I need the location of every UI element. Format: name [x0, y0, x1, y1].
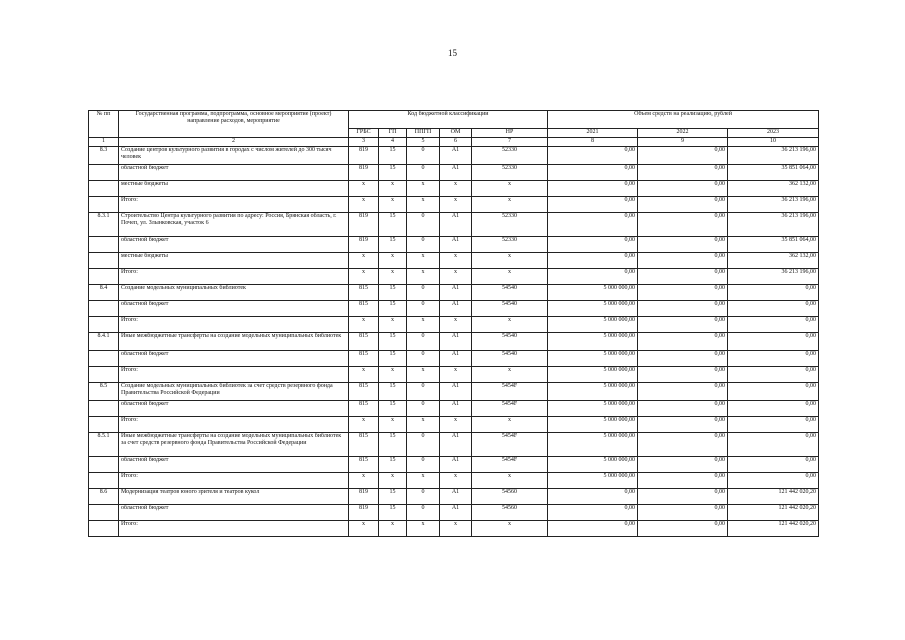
header-year-col: 2021 [548, 129, 638, 138]
row-gp-cell: 15 [379, 301, 407, 317]
row-2021-cell: 0,00 [548, 213, 638, 237]
row-grbs-cell: x [349, 197, 379, 213]
row-2023-cell: 0,00 [728, 383, 819, 401]
row-2023-cell: 35 851 064,00 [728, 237, 819, 253]
row-om-cell: x [440, 367, 472, 383]
row-name-cell: Итого: [119, 521, 349, 537]
row-2021-cell: 5 000 000,00 [548, 473, 638, 489]
row-2023-cell: 36 213 196,00 [728, 213, 819, 237]
row-grbs-cell: 819 [349, 505, 379, 521]
row-name-cell: областной бюджет [119, 301, 349, 317]
row-num-cell [89, 269, 119, 285]
row-name-cell: Итого: [119, 417, 349, 433]
row-num-cell [89, 301, 119, 317]
row-name-cell: областной бюджет [119, 165, 349, 181]
row-2022-cell: 0,00 [638, 505, 728, 521]
row-gp-cell: 15 [379, 505, 407, 521]
row-nr-cell: x [472, 181, 548, 197]
row-num-cell: 8.5 [89, 383, 119, 401]
row-grbs-cell: 815 [349, 351, 379, 367]
row-name-cell: Итого: [119, 317, 349, 333]
row-om-cell: A1 [440, 457, 472, 473]
row-2023-cell: 121 442 020,20 [728, 505, 819, 521]
row-om-cell: A1 [440, 505, 472, 521]
header-name: Государственная программа, подпрограмма, основное мероприятие (проект) направление расходов, мероприятие [119, 111, 349, 138]
row-gp-cell: 15 [379, 237, 407, 253]
row-2021-cell: 0,00 [548, 237, 638, 253]
row-grbs-cell: 815 [349, 333, 379, 351]
row-2022-cell: 0,00 [638, 147, 728, 165]
row-nr-cell: 5454F [472, 457, 548, 473]
row-num-cell [89, 521, 119, 537]
row-2021-cell: 5 000 000,00 [548, 383, 638, 401]
row-ppgp-cell: x [407, 521, 440, 537]
row-2023-cell: 0,00 [728, 317, 819, 333]
row-gp-cell: 15 [379, 285, 407, 301]
row-om-cell: A1 [440, 333, 472, 351]
table-row [89, 197, 819, 213]
row-name-cell: Создание центров культурного развития в городах с числом жителей до 300 тысяч человек [119, 147, 349, 165]
row-grbs-cell: x [349, 367, 379, 383]
row-gp-cell: 15 [379, 333, 407, 351]
row-nr-cell: x [472, 253, 548, 269]
column-number: 9 [638, 138, 728, 147]
row-om-cell: A1 [440, 237, 472, 253]
header-code-col: ППГП [407, 129, 440, 138]
row-nr-cell: x [472, 269, 548, 285]
row-grbs-cell: 819 [349, 237, 379, 253]
row-num-cell: 8.3.1 [89, 213, 119, 237]
row-2022-cell: 0,00 [638, 237, 728, 253]
row-num-cell [89, 253, 119, 269]
row-name-cell: Иные межбюджетные трансферты на создание модельных муниципальных библиотек [119, 333, 349, 351]
row-2023-cell: 36 213 196,00 [728, 197, 819, 213]
row-grbs-cell: 819 [349, 213, 379, 237]
row-grbs-cell: x [349, 473, 379, 489]
row-grbs-cell: 815 [349, 433, 379, 457]
row-num-cell: 8.3 [89, 147, 119, 165]
row-2022-cell: 0,00 [638, 521, 728, 537]
table-row [89, 473, 819, 489]
row-name-cell: областной бюджет [119, 351, 349, 367]
table-row [89, 433, 819, 457]
row-num-cell [89, 473, 119, 489]
row-num-cell [89, 351, 119, 367]
row-2023-cell: 0,00 [728, 367, 819, 383]
row-nr-cell: x [472, 367, 548, 383]
table-row [89, 367, 819, 383]
row-num-cell [89, 505, 119, 521]
row-2023-cell: 0,00 [728, 401, 819, 417]
row-2021-cell: 0,00 [548, 269, 638, 285]
row-om-cell: x [440, 197, 472, 213]
row-num-cell [89, 317, 119, 333]
row-2022-cell: 0,00 [638, 317, 728, 333]
row-grbs-cell: 815 [349, 383, 379, 401]
table-row [89, 457, 819, 473]
row-2021-cell: 0,00 [548, 165, 638, 181]
row-2022-cell: 0,00 [638, 433, 728, 457]
row-gp-cell: x [379, 417, 407, 433]
header-code-col: НР [472, 129, 548, 138]
row-gp-cell: 15 [379, 351, 407, 367]
row-nr-cell: 54560 [472, 505, 548, 521]
table-row [89, 181, 819, 197]
row-name-cell: Иные межбюджетные трансферты на создание модельных муниципальных библиотек за счет средств резервного фонда Правительства Российской Федерации [119, 433, 349, 457]
row-om-cell: x [440, 521, 472, 537]
row-name-cell: Итого: [119, 269, 349, 285]
row-nr-cell: 54540 [472, 285, 548, 301]
row-gp-cell: x [379, 521, 407, 537]
row-2022-cell: 0,00 [638, 197, 728, 213]
row-om-cell: A1 [440, 147, 472, 165]
row-2023-cell: 36 213 196,00 [728, 147, 819, 165]
row-ppgp-cell: 0 [407, 301, 440, 317]
row-ppgp-cell: x [407, 269, 440, 285]
header-code-group: Код бюджетной классификации [349, 111, 548, 129]
row-2021-cell: 0,00 [548, 253, 638, 269]
row-ppgp-cell: 0 [407, 147, 440, 165]
row-nr-cell: 54540 [472, 301, 548, 317]
row-ppgp-cell: x [407, 417, 440, 433]
row-2023-cell: 0,00 [728, 457, 819, 473]
budget-table [88, 110, 819, 537]
row-2022-cell: 0,00 [638, 333, 728, 351]
row-gp-cell: 15 [379, 213, 407, 237]
row-grbs-cell: x [349, 417, 379, 433]
row-2022-cell: 0,00 [638, 457, 728, 473]
row-om-cell: A1 [440, 401, 472, 417]
row-num-cell [89, 237, 119, 253]
column-number: 7 [472, 138, 548, 147]
table-row [89, 165, 819, 181]
row-num-cell [89, 417, 119, 433]
row-num-cell [89, 401, 119, 417]
table-row [89, 269, 819, 285]
row-om-cell: x [440, 473, 472, 489]
row-ppgp-cell: x [407, 197, 440, 213]
row-grbs-cell: x [349, 521, 379, 537]
row-name-cell: Создание модельных муниципальных библиотек за счет средств резервного фонда Правительства Российской Федерации [119, 383, 349, 401]
row-name-cell: Итого: [119, 197, 349, 213]
row-gp-cell: x [379, 473, 407, 489]
row-name-cell: областной бюджет [119, 457, 349, 473]
table-row [89, 213, 819, 237]
row-name-cell: областной бюджет [119, 505, 349, 521]
row-grbs-cell: 819 [349, 489, 379, 505]
row-2022-cell: 0,00 [638, 253, 728, 269]
row-2021-cell: 0,00 [548, 181, 638, 197]
row-grbs-cell: x [349, 181, 379, 197]
row-2022-cell: 0,00 [638, 213, 728, 237]
row-ppgp-cell: 0 [407, 165, 440, 181]
row-grbs-cell: 815 [349, 401, 379, 417]
row-ppgp-cell: 0 [407, 333, 440, 351]
column-number: 1 [89, 138, 119, 147]
header-code-col: ГП [379, 129, 407, 138]
row-gp-cell: 15 [379, 401, 407, 417]
row-nr-cell: x [472, 197, 548, 213]
row-om-cell: A1 [440, 489, 472, 505]
row-ppgp-cell: x [407, 253, 440, 269]
row-grbs-cell: 819 [349, 165, 379, 181]
row-grbs-cell: 815 [349, 457, 379, 473]
row-gp-cell: 15 [379, 457, 407, 473]
row-2022-cell: 0,00 [638, 401, 728, 417]
row-nr-cell: x [472, 473, 548, 489]
row-nr-cell: 54540 [472, 351, 548, 367]
header-year-col: 2023 [728, 129, 819, 138]
row-name-cell: Строительство Центра культурного развития по адресу: Россия, Брянская область, г. Почеп, ул. Злынковская, участок 6 [119, 213, 349, 237]
row-2021-cell: 5 000 000,00 [548, 417, 638, 433]
row-ppgp-cell: 0 [407, 401, 440, 417]
row-ppgp-cell: x [407, 473, 440, 489]
row-name-cell: Модернизация театров юного зрителя и театров кукол [119, 489, 349, 505]
row-om-cell: x [440, 181, 472, 197]
row-grbs-cell: 819 [349, 147, 379, 165]
row-ppgp-cell: 0 [407, 433, 440, 457]
table-row [89, 147, 819, 165]
row-nr-cell: 5454F [472, 383, 548, 401]
row-ppgp-cell: 0 [407, 489, 440, 505]
row-ppgp-cell: x [407, 181, 440, 197]
table-row [89, 285, 819, 301]
table-row [89, 333, 819, 351]
row-2021-cell: 0,00 [548, 505, 638, 521]
row-name-cell: местные бюджеты [119, 181, 349, 197]
row-grbs-cell: 815 [349, 301, 379, 317]
row-om-cell: A1 [440, 213, 472, 237]
row-2023-cell: 35 851 064,00 [728, 165, 819, 181]
row-2022-cell: 0,00 [638, 165, 728, 181]
page-number: 15 [448, 48, 457, 58]
header-volume-group: Объем средств на реализацию, рублей [548, 111, 819, 129]
table-row [89, 383, 819, 401]
row-nr-cell: 52330 [472, 213, 548, 237]
row-nr-cell: x [472, 521, 548, 537]
row-2021-cell: 5 000 000,00 [548, 433, 638, 457]
row-num-cell [89, 181, 119, 197]
row-name-cell: областной бюджет [119, 237, 349, 253]
row-ppgp-cell: 0 [407, 237, 440, 253]
row-gp-cell: x [379, 253, 407, 269]
row-gp-cell: 15 [379, 383, 407, 401]
row-om-cell: A1 [440, 433, 472, 457]
row-2021-cell: 5 000 000,00 [548, 317, 638, 333]
row-ppgp-cell: 0 [407, 457, 440, 473]
row-2023-cell: 36 213 196,00 [728, 269, 819, 285]
row-nr-cell: 5454F [472, 433, 548, 457]
row-name-cell: областной бюджет [119, 401, 349, 417]
table-row [89, 489, 819, 505]
column-number: 6 [440, 138, 472, 147]
row-num-cell [89, 165, 119, 181]
row-2022-cell: 0,00 [638, 301, 728, 317]
header-year-col: 2022 [638, 129, 728, 138]
row-2023-cell: 362 132,00 [728, 253, 819, 269]
row-name-cell: местные бюджеты [119, 253, 349, 269]
row-grbs-cell: x [349, 269, 379, 285]
row-gp-cell: x [379, 197, 407, 213]
row-2023-cell: 121 442 020,20 [728, 521, 819, 537]
table-row [89, 253, 819, 269]
row-2022-cell: 0,00 [638, 367, 728, 383]
row-2023-cell: 0,00 [728, 333, 819, 351]
row-2021-cell: 5 000 000,00 [548, 457, 638, 473]
row-ppgp-cell: x [407, 317, 440, 333]
row-gp-cell: 15 [379, 165, 407, 181]
row-2023-cell: 0,00 [728, 285, 819, 301]
row-ppgp-cell: 0 [407, 351, 440, 367]
row-grbs-cell: x [349, 317, 379, 333]
row-gp-cell: x [379, 181, 407, 197]
row-om-cell: A1 [440, 285, 472, 301]
row-gp-cell: x [379, 367, 407, 383]
row-2023-cell: 0,00 [728, 473, 819, 489]
row-grbs-cell: x [349, 253, 379, 269]
row-2021-cell: 0,00 [548, 521, 638, 537]
row-2021-cell: 5 000 000,00 [548, 301, 638, 317]
table-row [89, 301, 819, 317]
row-gp-cell: 15 [379, 433, 407, 457]
row-2021-cell: 0,00 [548, 489, 638, 505]
row-om-cell: A1 [440, 301, 472, 317]
row-om-cell: x [440, 417, 472, 433]
row-ppgp-cell: 0 [407, 383, 440, 401]
row-num-cell: 8.6 [89, 489, 119, 505]
row-nr-cell: 54560 [472, 489, 548, 505]
row-nr-cell: 5454F [472, 401, 548, 417]
row-2022-cell: 0,00 [638, 473, 728, 489]
row-2021-cell: 5 000 000,00 [548, 333, 638, 351]
table-row [89, 401, 819, 417]
row-2021-cell: 5 000 000,00 [548, 285, 638, 301]
row-2021-cell: 5 000 000,00 [548, 351, 638, 367]
row-name-cell: Итого: [119, 473, 349, 489]
row-om-cell: x [440, 269, 472, 285]
row-om-cell: A1 [440, 165, 472, 181]
column-number: 2 [119, 138, 349, 147]
column-number: 10 [728, 138, 819, 147]
row-2023-cell: 0,00 [728, 433, 819, 457]
row-om-cell: x [440, 317, 472, 333]
table-row [89, 237, 819, 253]
header-num: № пп [89, 111, 119, 138]
row-name-cell: Создание модельных муниципальных библиотек [119, 285, 349, 301]
header-code-col: ОМ [440, 129, 472, 138]
row-om-cell: x [440, 253, 472, 269]
row-2023-cell: 0,00 [728, 301, 819, 317]
row-2023-cell: 121 442 020,20 [728, 489, 819, 505]
row-gp-cell: x [379, 317, 407, 333]
row-nr-cell: 52330 [472, 147, 548, 165]
row-om-cell: A1 [440, 351, 472, 367]
row-gp-cell: 15 [379, 147, 407, 165]
table-row [89, 351, 819, 367]
row-2021-cell: 0,00 [548, 147, 638, 165]
row-num-cell [89, 367, 119, 383]
row-num-cell [89, 197, 119, 213]
row-ppgp-cell: 0 [407, 505, 440, 521]
row-grbs-cell: 815 [349, 285, 379, 301]
row-nr-cell: 54540 [472, 333, 548, 351]
row-num-cell: 8.5.1 [89, 433, 119, 457]
table-row [89, 417, 819, 433]
row-gp-cell: 15 [379, 489, 407, 505]
row-2022-cell: 0,00 [638, 269, 728, 285]
row-num-cell [89, 457, 119, 473]
row-2023-cell: 0,00 [728, 351, 819, 367]
row-name-cell: Итого: [119, 367, 349, 383]
row-gp-cell: x [379, 269, 407, 285]
row-ppgp-cell: 0 [407, 213, 440, 237]
row-2022-cell: 0,00 [638, 383, 728, 401]
row-2022-cell: 0,00 [638, 285, 728, 301]
row-2021-cell: 5 000 000,00 [548, 367, 638, 383]
row-2023-cell: 362 132,00 [728, 181, 819, 197]
row-2022-cell: 0,00 [638, 351, 728, 367]
row-2022-cell: 0,00 [638, 417, 728, 433]
row-nr-cell: x [472, 317, 548, 333]
row-num-cell: 8.4.1 [89, 333, 119, 351]
row-2022-cell: 0,00 [638, 489, 728, 505]
row-num-cell: 8.4 [89, 285, 119, 301]
row-2021-cell: 5 000 000,00 [548, 401, 638, 417]
table-row [89, 521, 819, 537]
column-number: 4 [379, 138, 407, 147]
row-om-cell: A1 [440, 383, 472, 401]
column-number: 5 [407, 138, 440, 147]
column-number: 3 [349, 138, 379, 147]
column-number: 8 [548, 138, 638, 147]
row-ppgp-cell: 0 [407, 285, 440, 301]
table-row [89, 317, 819, 333]
row-2023-cell: 0,00 [728, 417, 819, 433]
row-nr-cell: 52330 [472, 165, 548, 181]
row-2022-cell: 0,00 [638, 181, 728, 197]
table-row [89, 505, 819, 521]
header-code-col: ГРБС [349, 129, 379, 138]
row-ppgp-cell: x [407, 367, 440, 383]
row-nr-cell: x [472, 417, 548, 433]
row-nr-cell: 52330 [472, 237, 548, 253]
row-2021-cell: 0,00 [548, 197, 638, 213]
